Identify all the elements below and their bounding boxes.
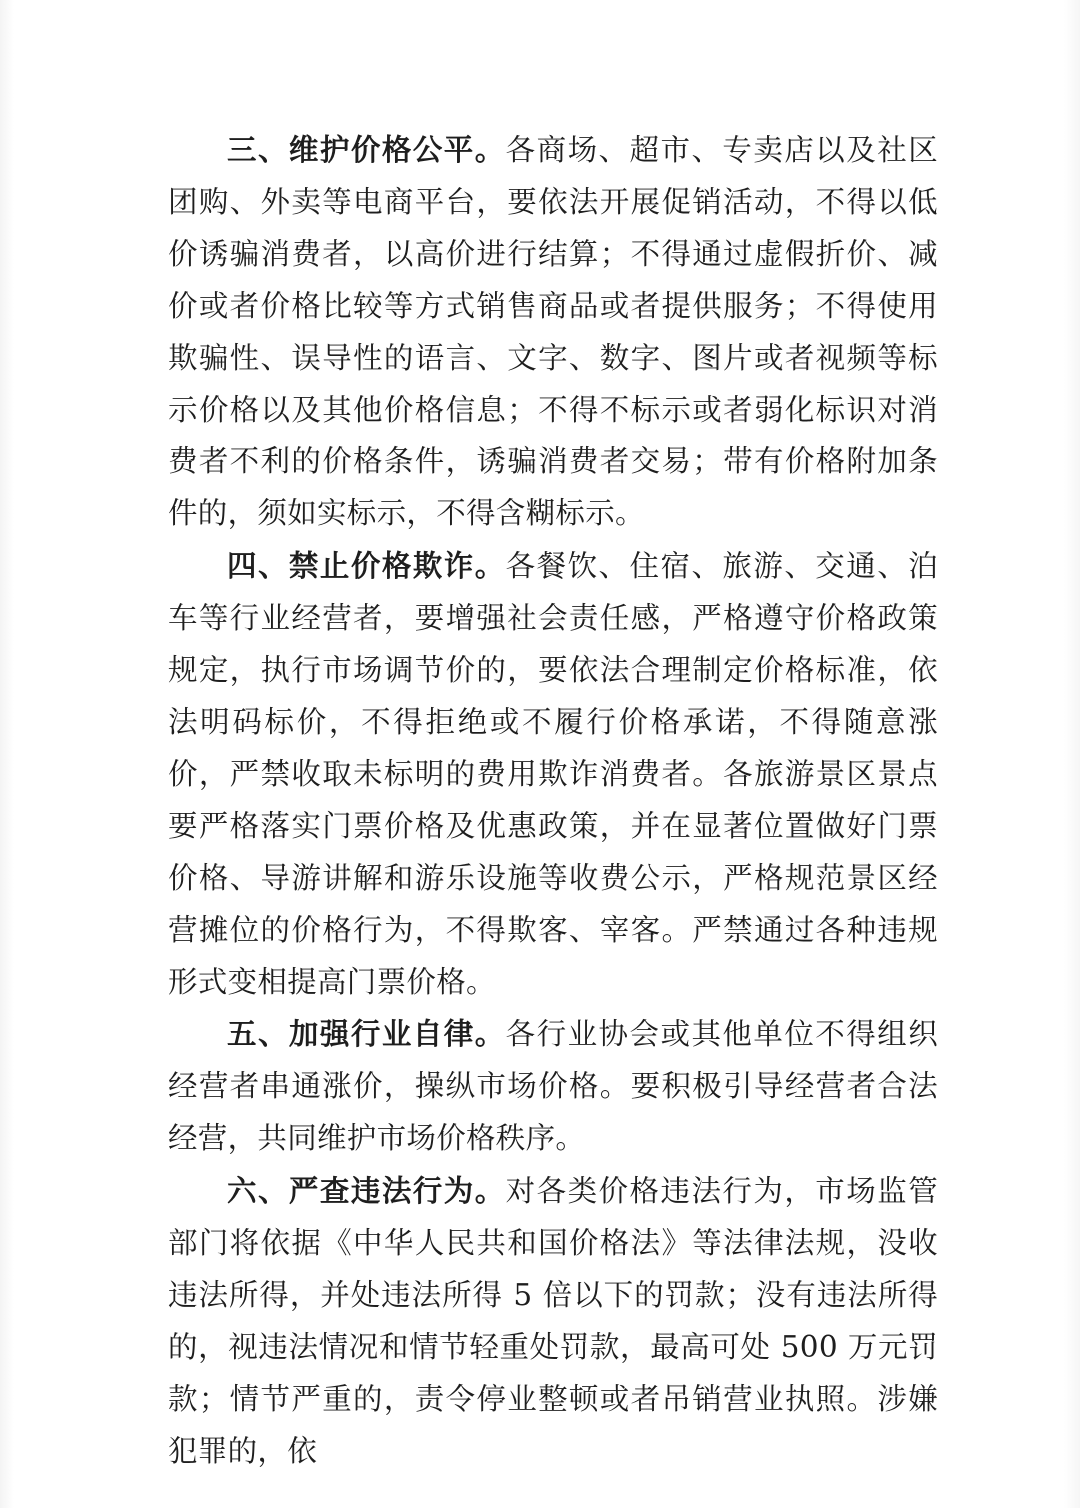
paragraph-text: 各行业协会或其他单位不得组织经营者串通涨价，操纵市场价格。要积极引导经营者合法经营，共同维护市场价格秩序。 (168, 1017, 938, 1156)
paragraph-heading: 五、加强行业自律。 (227, 1016, 506, 1052)
paragraph-investigate-violations (168, 1165, 938, 1477)
paragraph-heading: 四、禁止价格欺诈。 (227, 548, 506, 584)
paragraph-text: 对各类价格违法行为，市场监管部门将依据《中华人民共和国价格法》等法律法规，没收违法所得，并处违法所得 5 倍以下的罚款；没有违法所得的，视违法情况和情节轻重处罚款，最高可处 500 万元罚款；情节严重的，责令停业整顿或者吊销营业执照。涉嫌犯罪的，依 (168, 1174, 938, 1468)
paragraph-heading: 三、维护价格公平。 (227, 132, 506, 167)
paragraph-text: 各餐饮、住宿、旅游、交通、泊车等行业经营者，要增强社会责任感，严格遵守价格政策规定，执行市场调节价的，要依法合理制定价格标准，依法明码标价，不得拒绝或不履行价格承诺，不得随意涨价，严禁收取未标明的费用欺诈消费者。各旅游景区景点要严格落实门票价格及优惠政策，并在显著位置做好门票价格、导游讲解和游乐设施等收费公示，严格规范景区经营摊位的价格行为，不得欺客、宰客。严禁通过各种违规形式变相提高门票价格。 (168, 549, 938, 999)
document-body (168, 124, 938, 1478)
paragraph-heading: 六、严查违法行为。 (227, 1173, 506, 1209)
paragraph-maintain-price-fairness (168, 124, 938, 540)
paragraph-text: 各商场、超市、专卖店以及社区团购、外卖等电商平台，要依法开展促销活动，不得以低价诱骗消费者，以高价进行结算；不得通过虚假折价、减价或者价格比较等方式销售商品或者提供服务；不得使用欺骗性、误导性的语言、文字、数字、图片或者视频等标示价格以及其他价格信息；不得不标示或者弱化标识对消费者不利的价格条件，诱骗消费者交易；带有价格附加条件的，须如实标示，不得含糊标示。 (168, 133, 938, 531)
paragraph-industry-self-discipline (168, 1008, 938, 1165)
paragraph-prohibit-price-fraud (168, 540, 938, 1008)
